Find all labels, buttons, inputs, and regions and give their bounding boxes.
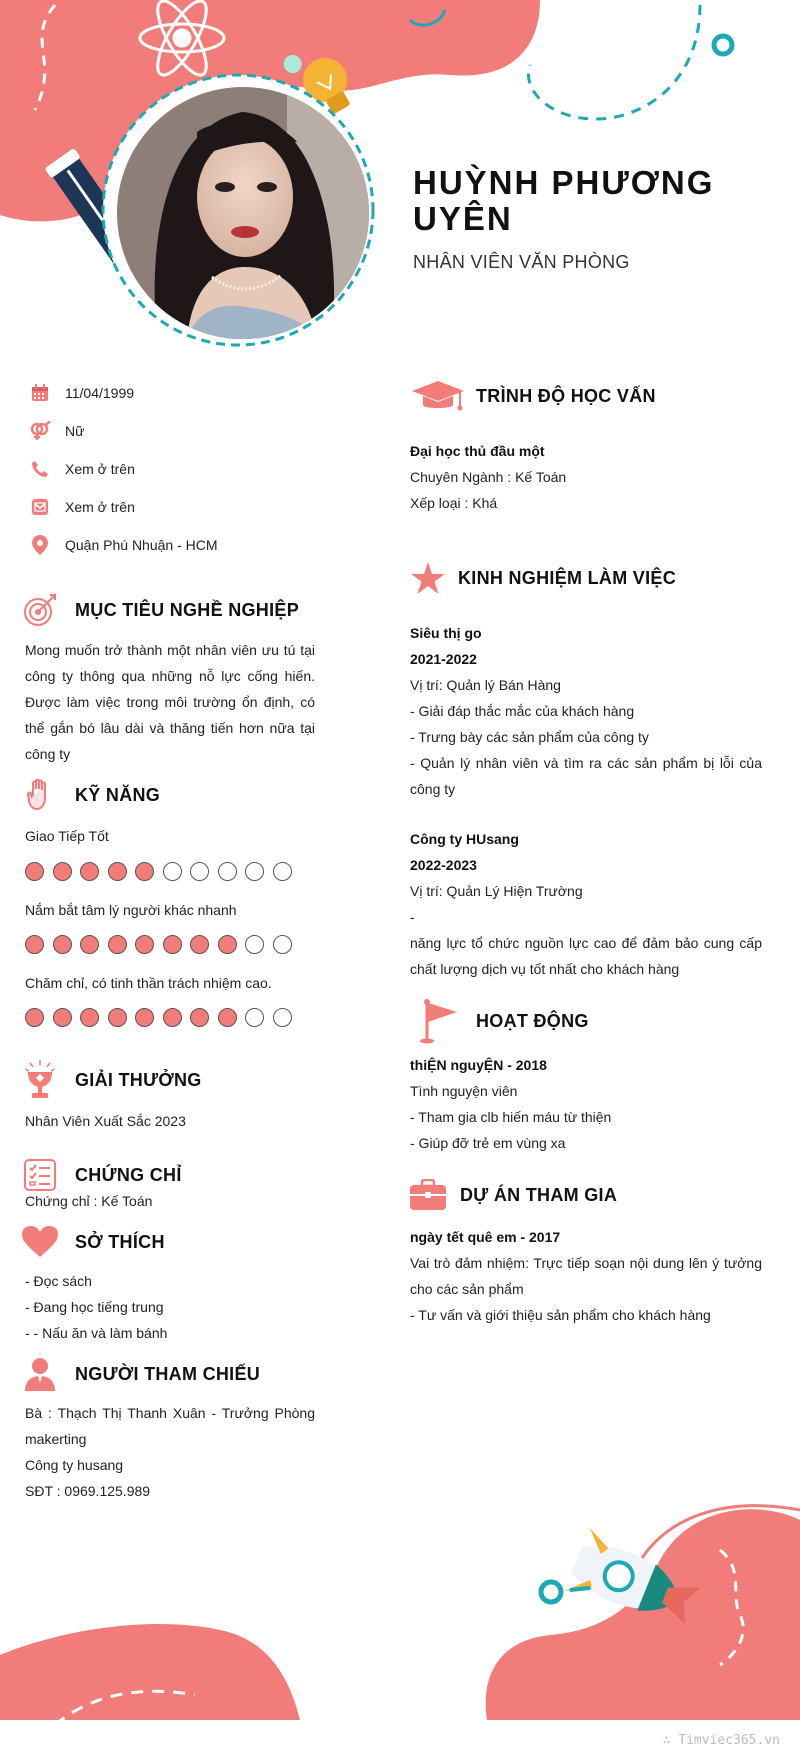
bottom-right-blob [486, 1509, 800, 1720]
job-period: 2021-2022 [410, 651, 477, 667]
skill-dot-filled [135, 1008, 154, 1027]
activities-title: HOẠT ĐỘNG [476, 1010, 589, 1031]
certificates-title: CHỨNG CHỈ [75, 1164, 182, 1185]
job-line: Vị trí: Quản Lý Hiện Trường [410, 883, 583, 899]
skill-dot-empty [245, 935, 264, 954]
education-header [410, 378, 656, 414]
experience-job-1 [410, 620, 762, 802]
hobby-item: - Đang học tiếng trung [25, 1299, 164, 1315]
skill-dot-empty [273, 862, 292, 881]
skill-dot-filled [80, 1008, 99, 1027]
phone-value: Xem ở trên [65, 461, 135, 477]
skill-dot-filled [25, 1008, 44, 1027]
job-period: 2022-2023 [410, 857, 477, 873]
skill-dot-filled [25, 862, 44, 881]
skill-dot-filled [53, 935, 72, 954]
skill-rating [25, 862, 300, 881]
education-line: Chuyên Ngành : Kế Toán [410, 469, 567, 485]
gender-icon [28, 419, 52, 443]
education-body [410, 438, 762, 516]
skill-rating [25, 935, 300, 954]
skill-dot-filled [218, 1008, 237, 1027]
hobbies-body [25, 1268, 315, 1346]
skill-dot-empty [190, 862, 209, 881]
references-title: NGƯỜI THAM CHIẾU [75, 1363, 261, 1384]
small-ring-bottom [541, 1582, 561, 1602]
job-description: năng lực tổ chức nguồn lực cao để đảm bảo cung cấp chất lượng dịch vụ tốt nhất cho khách hàng [410, 935, 762, 977]
candidate-name: HUỲNH PHƯƠNG UYÊN [413, 164, 715, 237]
references-header [22, 1356, 260, 1392]
job-title: NHÂN VIÊN VĂN PHÒNG [413, 252, 630, 272]
target-icon [22, 592, 58, 628]
calendar-icon [28, 381, 52, 405]
briefcase-icon [410, 1177, 446, 1213]
job-line: - Trưng bày các sản phẩm của công ty [410, 729, 649, 745]
skill-dot-empty [245, 1008, 264, 1027]
skill-dot-filled [135, 935, 154, 954]
awards-header [22, 1060, 202, 1100]
experience-title: KINH NGHIỆM LÀM VIỆC [458, 567, 677, 588]
skill-dot-filled [135, 862, 154, 881]
reference-person: Bà : Thạch Thị Thanh Xuân - Trưởng Phòng makerting [25, 1405, 315, 1447]
education-title: TRÌNH ĐỘ HỌC VẤN [476, 385, 656, 406]
skill-dot-filled [190, 1008, 209, 1027]
profile-photo [117, 87, 369, 339]
skill-dot-filled [80, 935, 99, 954]
hobbies-header [22, 1224, 165, 1260]
job-line: - [410, 909, 415, 925]
skill-dot-filled [218, 935, 237, 954]
skill-dot-empty [273, 935, 292, 954]
skill-dot-filled [108, 935, 127, 954]
hand-icon [22, 777, 58, 813]
skill-dot-filled [53, 862, 72, 881]
objective-text: Mong muốn trở thành một nhân viên ưu tú tại công ty thông qua những nỗ lực cống hiến. Được làm việc trong môi trường ổn định, có thể gắn bó lâu dài và thăng tiến hơn nữa tại công ty [25, 642, 315, 762]
skill-dot-filled [80, 862, 99, 881]
skill-dot-filled [25, 935, 44, 954]
phone-icon [28, 457, 52, 481]
skills-title: KỸ NĂNG [75, 784, 161, 805]
skills-header [22, 777, 160, 813]
email-value: Xem ở trên [65, 499, 135, 515]
project-name: ngày tết quê em - 2017 [410, 1229, 561, 1245]
activities-header [410, 998, 589, 1044]
dashed-curve-right [528, 5, 700, 119]
activity-name: thiỆN nguyỆN - 2018 [410, 1057, 547, 1073]
contact-phone [28, 456, 135, 482]
trophy-icon [22, 1060, 58, 1100]
skill-dot-filled [108, 1008, 127, 1027]
address-value: Quận Phú Nhuận - HCM [65, 537, 218, 553]
job-description: - Quản lý nhân viên và tìm ra các sản phẩm bị lỗi của công ty [410, 755, 762, 797]
skill-dot-filled [53, 1008, 72, 1027]
school-name: Đại học thủ đầu một [410, 443, 545, 459]
project-line: - Tư vấn và giới thiệu sản phẩm cho khách hàng [410, 1307, 711, 1323]
activity-line: - Giúp đỡ trẻ em vùng xa [410, 1135, 566, 1151]
company-name: Siêu thị go [410, 625, 482, 641]
activities-body [410, 1052, 762, 1156]
projects-body [410, 1224, 762, 1328]
award-item: Nhân Viên Xuất Sắc 2023 [25, 1113, 186, 1129]
skill-name: Chăm chỉ, có tinh thần trách nhiệm cao. [25, 975, 272, 991]
skill-dot-filled [190, 935, 209, 954]
projects-header [410, 1177, 617, 1213]
birthday-value: 11/04/1999 [65, 385, 135, 401]
education-line: Xếp loại : Khá [410, 495, 498, 511]
gender-value: Nữ [65, 423, 85, 439]
objective-header [22, 592, 299, 628]
experience-header [410, 560, 676, 596]
hobbies-title: SỞ THÍCH [75, 1231, 165, 1252]
company-name: Công ty HUsang [410, 831, 519, 847]
project-role: Vai trò đảm nhiệm: Trực tiếp soạn nội dung lên ý tưởng cho các sản phẩm [410, 1255, 762, 1297]
small-dash-bottom [570, 1588, 590, 1590]
contact-birthday [28, 380, 134, 406]
skill-dot-empty [245, 862, 264, 881]
watermark: ∴ Timviec365.vn [662, 1733, 780, 1748]
footer-decoration [0, 1480, 800, 1756]
location-pin-icon [28, 533, 52, 557]
contact-address [28, 532, 218, 558]
graduation-cap-icon [410, 378, 466, 414]
skill-name: Giao Tiếp Tốt [25, 828, 109, 844]
heart-icon [22, 1224, 58, 1260]
star-icon [410, 560, 446, 596]
reference-phone: SĐT : 0969.125.989 [25, 1483, 151, 1499]
reference-company: Công ty husang [25, 1457, 124, 1473]
bottom-left-blob [0, 1624, 300, 1720]
job-line: - Giải đáp thắc mắc của khách hàng [410, 703, 635, 719]
objective-title: MỤC TIÊU NGHỀ NGHIỆP [75, 599, 300, 620]
skill-dot-filled [163, 935, 182, 954]
awards-body [25, 1108, 315, 1134]
small-ring-right [714, 36, 732, 54]
skill-dot-empty [163, 862, 182, 881]
hobby-item: - Đọc sách [25, 1273, 92, 1289]
skill-dot-filled [163, 1008, 182, 1027]
awards-title: GIẢI THƯỞNG [75, 1069, 202, 1090]
email-icon [28, 495, 52, 519]
activity-line: - Tham gia clb hiến máu từ thiện [410, 1109, 612, 1125]
skill-dot-filled [108, 862, 127, 881]
contact-email [28, 494, 135, 520]
hobby-item: - - Nấu ăn và làm bánh [25, 1325, 168, 1341]
projects-title: DỰ ÁN THAM GIA [460, 1184, 618, 1205]
certificate-item: Chứng chỉ : Kế Toán [25, 1193, 153, 1209]
skill-dot-empty [218, 862, 237, 881]
experience-job-2 [410, 826, 762, 982]
skill-name: Nắm bắt tâm lý người khác nhanh [25, 902, 237, 918]
skill-rating [25, 1008, 300, 1027]
skill-dot-empty [273, 1008, 292, 1027]
person-icon [22, 1356, 58, 1392]
job-line: Vị trí: Quản lý Bán Hàng [410, 677, 561, 693]
flag-icon [410, 998, 466, 1044]
contact-gender [28, 418, 84, 444]
activity-line: Tình nguyện viên [410, 1083, 518, 1099]
certificates-body [25, 1188, 315, 1214]
